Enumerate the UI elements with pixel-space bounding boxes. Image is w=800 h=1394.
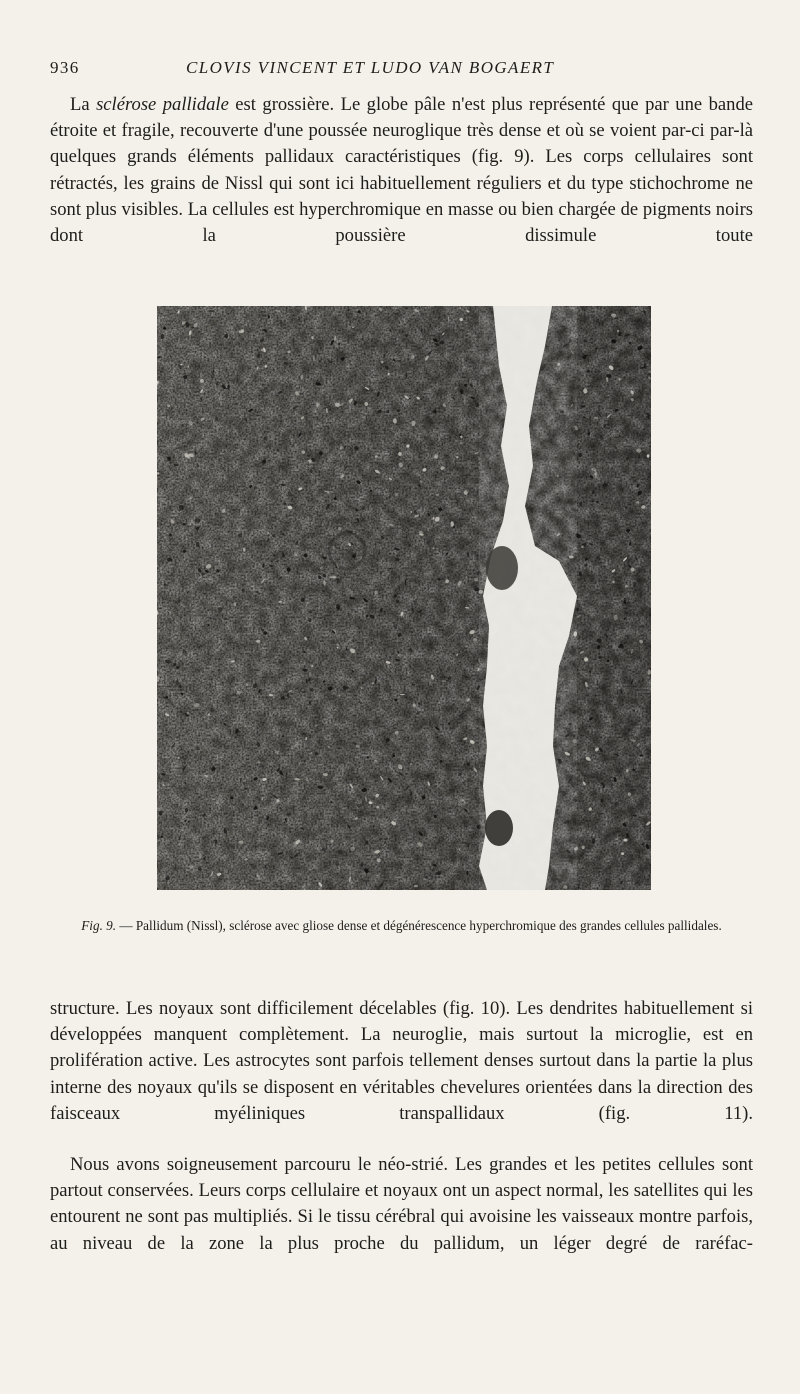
paragraph-top	[50, 92, 753, 249]
figure-caption-text: — Pallidum (Nissl), sclérose avec gliose dense et dégénérescence hyperchromique des grandes cellules pallidales.	[116, 918, 722, 933]
paragraph-top-italic-term: sclérose pallidale	[96, 94, 229, 115]
figure-caption	[50, 917, 753, 934]
micrograph-image	[157, 306, 651, 890]
page-number: 936	[50, 58, 80, 77]
paragraph-top-body: est grossière. Le globe pâle n'est plus représenté que par une bande étroite et fragile, recouverte d'une poussée neuroglique très dense et où se voient par-ci par-là quelques grands éléments pallidaux caractéristiques (fig. 9). Les corps cellulaires sont rétractés, les grains de Nissl qui sont ici habituellement réguliers et du type stichochrome ne sont plus visibles. La cellules est hyperchromique en masse ou bien chargée de pigments noirs dont la poussière dissimule toute	[50, 94, 753, 247]
figure-9-micrograph	[157, 306, 651, 890]
paragraph-bottom-2: Nous avons soigneusement parcouru le néo-strié. Les grandes et les petites cellules sont partout conservées. Leurs corps cellulaire et noyaux ont un aspect normal, les satellites qui les entourent ne sont pas multipliés. Si le tissu cérébral qui avoisine les vaisseaux montre parfois, au niveau de la zone la plus proche du pallidum, un léger degré de raréfac-	[50, 1154, 753, 1254]
running-title: CLOVIS VINCENT ET LUDO VAN BOGAERT	[186, 58, 555, 77]
running-head	[50, 58, 750, 80]
paragraph-bottom-1: structure. Les noyaux sont difficilement décelables (fig. 10). Les dendrites habituellement si développées manquent complètement. La neuroglie, mais surtout la microglie, est en prolifération active. Les astrocytes sont parfois tellement denses surtout dans la partie la plus interne des noyaux qu'ils se disposent en véritables chevelures orientées dans la direction des faisceaux myéliniques transpallidaux (fig. 11).	[50, 998, 753, 1124]
paragraph-top-lead: La	[70, 94, 97, 115]
figure-caption-label: Fig. 9.	[81, 918, 117, 933]
